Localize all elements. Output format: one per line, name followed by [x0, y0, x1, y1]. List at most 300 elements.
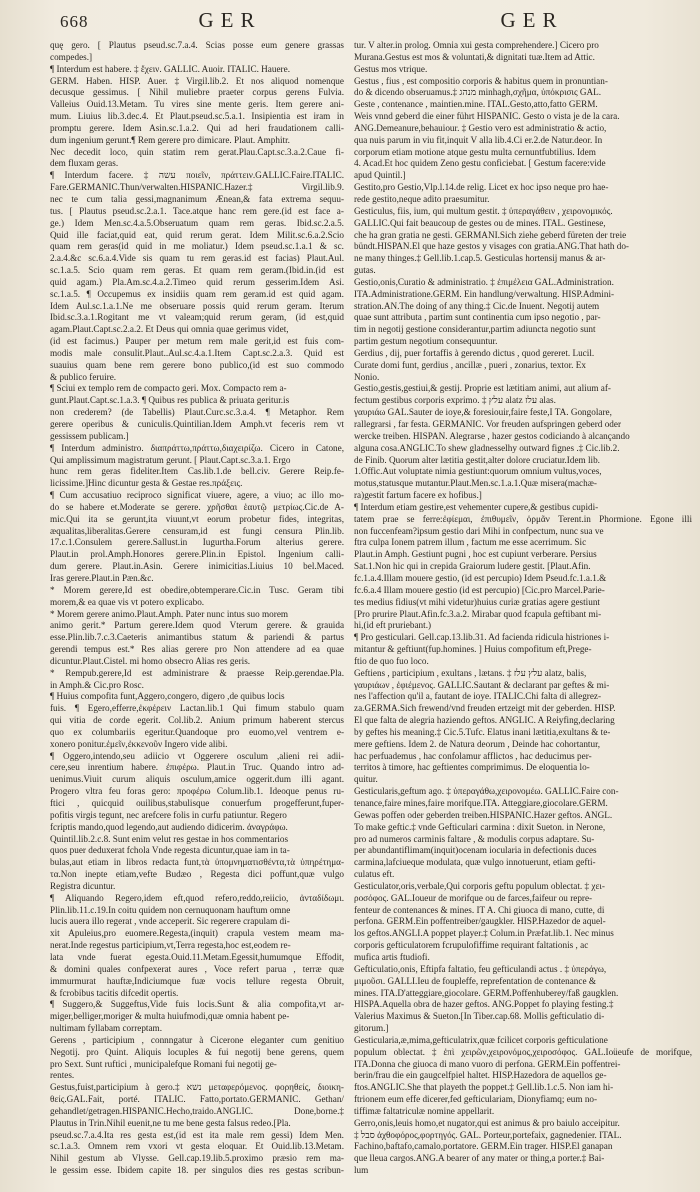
line-text: Murana.Gestus est mos & voluntati,& dignitati tuæ.Item ad Attic.: [354, 51, 595, 62]
left-column-line: [50, 87, 344, 99]
right-column-line: [354, 798, 692, 810]
left-column-line: [50, 1011, 344, 1023]
line-text: tur. V alter.in prolog. Omnia xui gesta comprehendere.] Cicero pro: [354, 40, 599, 50]
left-column-line: [50, 372, 344, 384]
line-text: ANG.Demeanure,behauiour. ‡ Gestio vero est administratio & actio,: [354, 122, 607, 133]
right-column-line: [354, 715, 692, 727]
line-text: in Amph.& Cic.pro Rosc.: [50, 679, 144, 690]
line-text: μιμοῦσι. GALLI.Ieu de foupleffe, reprefentation de contenance &: [354, 975, 596, 986]
right-column-line: [354, 573, 692, 585]
left-column-line: [50, 265, 344, 277]
line-text: agam.Plaut.Capt.sc.2.a.2. Et Deus qui omnia quae gerimus videt,: [50, 324, 289, 335]
left-column-line: [50, 1023, 344, 1035]
left-column-line: [50, 999, 344, 1011]
left-column-line: [50, 549, 344, 561]
line-text: Gestio,onis,Curatio & administratio. ‡ ἐπιμέλεια GAL.Administration.: [354, 276, 614, 287]
left-column-line: [50, 1035, 344, 1047]
line-text: tatem prae se ferre:ἐφίεμαι, ἐπιθυμεῖν, ὁρμᾶν Terent.in Phormione. Egone illi: [354, 513, 692, 524]
left-column-line: [50, 1130, 344, 1142]
line-text: Progero vltra feu foras gero: προφέρω Colum.lib.1. Ideoque penus ru-: [50, 786, 344, 797]
right-column-line: [354, 1118, 692, 1130]
line-text: tes medius fidius(vt mihi videtur)huius curiæ gratias agere gestiunt: [354, 596, 600, 607]
line-text: gerendi tempus est.* Res alias gerere pro Non attendere ad ea quae: [50, 644, 344, 655]
line-text: Nihil gestum ab Vlysse. Gell.cap.19.lib.5.proximo præsio rem ma-: [50, 1153, 344, 1164]
left-column-line: [50, 147, 344, 159]
right-column-line: [354, 1130, 692, 1142]
right-column-line: [354, 490, 692, 502]
left-column: [50, 40, 344, 1177]
right-column-line: [354, 1047, 692, 1059]
right-column-line: [354, 455, 692, 467]
line-text: Gerdius , dij, puer fortaffis à gerendo dictus , quod gereret. Lucil.: [354, 347, 595, 358]
left-column-line: [50, 952, 344, 964]
line-text: motus,statusque mutantur.Plaut.Men.sc.1.a.1.Quæ misera(machæ-: [354, 478, 597, 489]
line-text: stration.AN.The doing of any thing.‡ Cic.de Inuent. Negotij autem: [354, 300, 600, 311]
left-column-line: [50, 537, 344, 549]
right-column-line: [354, 1106, 692, 1118]
left-column-line: [50, 289, 344, 301]
line-text: Nec decedit loco, quin statim rem gerat.Plau.Capt.sc.3.a.2.Caue fi-: [50, 146, 344, 157]
line-text: ¶ Interdum facere. ‡ עשה ποιεῖν, πράττειν.GALLIC.Faire.ITALIC.: [50, 170, 344, 181]
line-text: Plin.lib.11.c.19.In coitu quidem non cernuquonam hauftum omne: [50, 904, 291, 915]
left-column-line: [50, 123, 344, 135]
line-text: mic.Qui ita se gerunt,ita viuunt,vt eorum probetur fides, integritas,: [50, 513, 344, 524]
line-text: γαυριάων , ἐφιέμενος. GALLIC.Sautant & declarant par geftes & mi-: [354, 679, 610, 690]
left-column-line: [50, 691, 344, 703]
left-column-line: [50, 940, 344, 952]
right-column-line: [354, 466, 692, 478]
right-column-line: [354, 774, 692, 786]
right-column-line: [354, 857, 692, 869]
line-text: ge.) Idem Men.sc.4.a.5.Obseruatum quam rem geras. Ibid.sc.2.a.5.: [50, 217, 344, 228]
right-column-line: [354, 324, 692, 336]
line-text: Gestito,pro Gestio,Vlp.l.14.de relig. Licet ex hoc ipso neque pro hae-: [354, 182, 609, 193]
right-column-line: [354, 786, 692, 798]
line-text: qui vitia de corde egerit. Col.lib.2. Anium primum haberent stercus: [50, 715, 344, 726]
right-column-line: [354, 40, 692, 52]
line-text: ¶ Aliquando Regero,idem eft,quod refero,reddo,reiicio, ἀνταδίδωμι.: [50, 892, 344, 903]
line-text: decusque gessimus. [ Nihil muliebre praeter corpus gerens Fulvia.: [50, 87, 344, 98]
right-column-line: [354, 348, 692, 360]
line-text: * Rempub.gerere,Id est administrare & praesse Reip.gerendae.Pla.: [50, 667, 344, 678]
right-column-line: [354, 182, 692, 194]
line-text: perfona. GERM.Ein poffentreiber/gaugkler. HISP.Hazedor de aquel-: [354, 916, 606, 927]
left-column-line: [50, 443, 344, 455]
left-column-line: [50, 301, 344, 313]
line-text: sc.1.a.5. Scio quam rem geras. Et quam rem geram.(Ibid.in.(id est: [50, 265, 344, 276]
line-text: [Pro prurire Plaut.Afin.fc.3.a.2. Mirabar quod fcapula geftibant mi-: [354, 608, 602, 619]
left-column-line: [50, 609, 344, 621]
line-text: hunc rem geras fideliter.Item Cas.lib.1.de bell.civ. Gerere Reip.fe-: [50, 466, 344, 477]
line-text: Nonio.: [354, 371, 380, 382]
line-text: by geftes his meaning.‡ Cic.5.Tufc. Elatus inani lætitia,exultans & te-: [354, 726, 611, 737]
line-text: compedes.]: [50, 51, 93, 62]
line-text: Gestus , fius , est compositio corporis & habitus quem in pronuntian-: [354, 75, 608, 86]
line-text: gehandlet/getragen.HISPANIC.Hecho,traido.ANGLIC. Done,borne.‡: [50, 1105, 344, 1116]
right-column-line: [354, 87, 692, 99]
line-text: xonero ponitur.ἐμεῖν,ἐκκενοῦν Ingero vide alibi.: [50, 738, 228, 749]
line-text: ¶ Interdum etiam gestire,est vehementer cupere,& gestibus cupidi-: [354, 501, 599, 512]
right-column-line: [354, 905, 692, 917]
right-column-line: [354, 478, 692, 490]
line-text: rentes.: [50, 1070, 75, 1081]
line-text: territos à timore, hac geftientes comprimimus. De eloquentia lo-: [354, 762, 590, 773]
right-column-line: [354, 372, 692, 384]
line-text: ¶ Interdum est habere. ‡ ἔχειν. GALLIC. Auoir. ITALIC. Hauere.: [50, 63, 290, 74]
left-column-line: [50, 324, 344, 336]
line-text: ftra culpa Ionem patrem illum , factum me esse acerrimum. Sic: [354, 537, 587, 548]
left-column-line: [50, 158, 344, 170]
line-text: Gestio,gestis,gestiui,& gestij. Proprie est lætitiam animi, aut alium af-: [354, 383, 611, 394]
left-column-line: [50, 1070, 344, 1082]
line-text: El que falta de alegria haziendo geftos. ANGLIC. A Reiyfing,declaring: [354, 715, 615, 726]
right-column-line: [354, 1165, 692, 1177]
right-column-line: [354, 691, 692, 703]
line-text: fc.6.a.4 Illam mouere gestio (id est percupio) [Cic.pro Marcel.Parie-: [354, 584, 605, 595]
line-text: 17.c.1.Consulem gerere.Sallust.in Iugurtha.Forum alterius gerere.: [50, 537, 344, 548]
line-text: tiffimæ faltatriculæ nomine appellarit.: [354, 1105, 495, 1116]
line-text: pofitis virgis tegunt, nec arefcere folis in curfu patiuntur. Regero: [50, 809, 287, 820]
right-column-line: [354, 336, 692, 348]
right-column-line: [354, 845, 692, 857]
line-text: quo ex columbariis egeritur.Quandoque pro euomo,vel ventrem e-: [50, 726, 344, 737]
line-text: 1.Offic.Aut voluptate nimia gestiunt:quorum omnium vultus,voces,: [354, 466, 602, 477]
line-text: bulas,aut etiam in libros redacta funt,τὰ ὑπομνηματισθέντα,τὰ ὑπηρέτημα-: [50, 857, 344, 868]
line-text: gessissem publicam.]: [50, 430, 129, 441]
left-column-line: [50, 383, 344, 395]
left-column-line: [50, 218, 344, 230]
line-text: Geste , contenance , maintien.mine. ITAL.Gesto,atto,fatto GERM.: [354, 99, 598, 110]
right-column-line: [354, 277, 692, 289]
line-text: rallegrarsi , far festa. GERMANIC. Vor freuden aufspringen geberd oder: [354, 419, 622, 429]
line-text: ftos.ANGLIC.She that playeth the poppet.‡ Gell.lib.1.c.5. Non iam hi-: [354, 1082, 614, 1093]
line-text: mum. Liuius lib.3.dec.4. Et Plaut.pseud.sc.5.a.1. Insipientia est iram in: [50, 111, 344, 122]
line-text: partim gestum negotium consequuntur.: [354, 336, 498, 347]
line-text: quae sunt attributa , partim sunt continentia cum ipso negotio , par-: [354, 312, 601, 323]
line-text: fenteur de contenances & mines. IT A. Chi giuoca di mano, cutte, di: [354, 904, 605, 915]
line-text: ¶ Cum accusatiuo reciproco significat viuere, agere, a viuo; ac illo mo-: [50, 490, 344, 501]
right-column-line: [354, 1141, 692, 1153]
line-text: Gesticulus, fiis, ium, qui multum gestit. ‡ ὑπεραγάθειν , χειρονομικός.: [354, 205, 613, 216]
left-column-line: [50, 1047, 344, 1059]
line-text: (id est facimus.) Pauper per metum rem male gerit,id est fuis com-: [50, 336, 344, 347]
left-column-line: [50, 455, 344, 467]
right-column: [354, 40, 692, 1177]
left-column-line: [50, 312, 344, 324]
line-text: Gefticulatio,onis, Eftipfa faltatio, feu gefticulandi actus . ‡ ὑπεράγω,: [354, 963, 607, 974]
line-text: gitorum.]: [354, 1023, 389, 1034]
left-column-line: [50, 644, 344, 656]
right-column-line: [354, 976, 692, 988]
left-column-line: [50, 834, 344, 846]
line-text: fectum gestibus corporis exprimo. ‡ עלץ alatz עלז alas.: [354, 395, 556, 406]
line-text: carmina,lafciueque modulata, quæ vulgo innotuerunt, etiam gefti-: [354, 857, 596, 868]
line-text: θείς.GAL.Fait, porté. ITALIC. Fatto,portato.GERMANIC. Gethan/: [50, 1094, 344, 1105]
line-text: corporum etiam motione atque gestu multa cernuntfubtilius. Idem: [354, 146, 596, 157]
line-text: za.GERMA.Sich frewend/vnd freuden ertzeigt mit der geberden. HISP.: [354, 703, 616, 714]
line-text: Curate domi funt, gerdius , ancillæ , pueri , zonarius, textor. Ex: [354, 359, 586, 370]
left-column-line: [50, 1118, 344, 1130]
right-column-line: [354, 834, 692, 846]
line-text: quam rem geras(id quid in me moliatur.) Idem pseud.sc.1.a.1 & sc.: [50, 241, 344, 252]
line-text: ¶ Pro gesticulari. Gell.cap.13.lib.31. Ad facienda ridicula histriones i-: [354, 632, 610, 643]
right-column-line: [354, 1153, 692, 1165]
right-column-line: [354, 194, 692, 206]
line-text: ra)gestit fartum facere ex hofibus.]: [354, 490, 482, 501]
line-text: do & dicendo obseruamus.‡ מנהג minhagh,σχῆμα, ὑπόκρισις GAL.: [354, 87, 602, 98]
right-column-line: [354, 301, 692, 313]
right-column-line: [354, 609, 692, 621]
line-text: Gewas poffen oder geberden treiben.HISPANIC.Hazer geftos. ANGL.: [354, 809, 613, 820]
right-column-line: [354, 881, 692, 893]
left-column-line: [50, 1094, 344, 1106]
line-text: fuis. ¶ Egero,efferre,ἐκφέρειν Lactan.lib.1 Qui fimum stabulo quam: [50, 703, 344, 714]
line-text: corporis gefticulatorem fcrupulofiffime requirant faltationis , ac: [354, 940, 589, 951]
line-text: Gestus mos vtrique.: [354, 63, 428, 74]
line-text: Valerius Maximus & Sueton.[In Tiber.cap.68. Mollis gefticulatio di-: [354, 1011, 605, 1022]
left-column-line: [50, 976, 344, 988]
right-column-line: [354, 1023, 692, 1035]
line-text: gunt.Plaut.Capt.sc.1.a.3. ¶ Quibus res publica & priuata geritur.is: [50, 395, 290, 406]
line-text: HISPA.Aquella obra de hazer geftos. ANG.Poppet fo playing festing.‡: [354, 999, 614, 1010]
line-text: Sat.1.Non hic qui in crepida Graiorum ludere gestit. [Plaut.Afin.: [354, 561, 591, 572]
right-column-line: [354, 147, 692, 159]
left-column-line: [50, 857, 344, 869]
line-text: alguna cosa.ANGLIC.To shew gladnesselhy outward fignes .‡ Cic.lib.2.: [354, 442, 620, 453]
line-text: de Finib. Quorum alter lætitia gestit,alter dolore cruciatur.Idem lib.: [354, 454, 600, 465]
left-column-line: [50, 1106, 344, 1118]
line-text: Qui amplissimum magistratum gerunt. [ Plaut.Capt.sc.3.a.1. Ergo: [50, 454, 291, 465]
line-text: 4. Acad.Et hoc quidem Zeno gestu conficiebat. [ Gestum facere:vide: [354, 158, 606, 169]
line-text: quos puer deduxerat fchola Vnde regesta dicuntur,quae iam in ta-: [50, 845, 290, 856]
line-text: gutas.: [354, 265, 376, 276]
line-text: dicuntur.Plaut.Cistel. mi homo obsecro Alias res geris.: [50, 655, 251, 666]
line-text: ροσόφος. GAL.Ioueur de morifque ou de farces,faifeur ou repre-: [354, 892, 593, 903]
left-column-line: [50, 715, 344, 727]
line-text: Gesticularia,æ,mima,gefticulatrix,quæ fcilicet corporis gefticulatione: [354, 1034, 608, 1045]
right-column-line: [354, 597, 692, 609]
line-text: cere,seu inrentium habere. ἐπιφέρω. Plaut.in Truc. Quando intro ad-: [50, 762, 344, 773]
left-column-line: [50, 526, 344, 538]
left-column-line: [50, 407, 344, 419]
left-column-line: [50, 798, 344, 810]
right-column-line: [354, 218, 692, 230]
right-column-line: [354, 762, 692, 774]
right-column-line: [354, 1059, 692, 1071]
right-column-line: [354, 135, 692, 147]
line-text: mines. ITA.D'atteggiare,giocolare. GERM.Poffenhuberey/faß gaugklen.: [354, 987, 619, 998]
left-column-line: [50, 253, 344, 265]
left-column-line: [50, 1153, 344, 1165]
line-text: Gerens , participium , connngatur à Cicerone eleganter cum genitiuo: [50, 1034, 344, 1045]
left-column-line: [50, 822, 344, 834]
right-column-line: [354, 1082, 692, 1094]
line-text: lucis auera illo regerat , vnde acceperit. Sic regerere crapulam di-: [50, 916, 290, 927]
left-column-line: [50, 751, 344, 763]
right-column-line: [354, 632, 692, 644]
left-column-line: [50, 656, 344, 668]
line-text: ¶ Huius compofita funt,Aggero,congero, digero ,de quibus locis: [50, 691, 285, 702]
line-text: tim in negotij gestione considerantur,partim adiuncta negotio sunt: [354, 324, 596, 335]
line-text: mere geftiens. Idem 2. de Natura deorum , Deinde hac cohortantur,: [354, 738, 601, 749]
left-column-line: [50, 360, 344, 372]
line-text: promptu gerere. Idem Asin.sc.1.a.2. Qui ad heri fraudationem calli-: [50, 122, 344, 133]
line-text: berin/frau die ein gaugcelfpiel haltet. HISP.Hazedora de aquellos ge-: [354, 1070, 607, 1081]
right-column-line: [354, 869, 692, 881]
right-column-line: [354, 668, 692, 680]
left-column-line: [50, 241, 344, 253]
line-text: Registra dicuntur.: [50, 880, 116, 891]
right-column-line: [354, 99, 692, 111]
left-column-line: [50, 466, 344, 478]
line-text: τα.Non inepte etiam,vefte Budæo , Regesta dici poffunt,quæ vulgo: [50, 869, 344, 880]
line-text: modis male consulit.Plaut..Aul.sc.4.a.1.Item Capt.sc.2.a.3. Quid est: [50, 347, 344, 358]
line-text: do se habere et.Moderate se gerere. χρῆσθαι ἑαυτῷ μετρίως.Cic.de A-: [50, 501, 344, 512]
left-column-line: [50, 620, 344, 632]
right-column-line: [354, 502, 692, 514]
left-column-line: [50, 680, 344, 692]
line-text: fcriptis mando,quod legendo,aut audiendo didicerim. ἀναγράφω.: [50, 821, 288, 832]
line-text: 2.a.4.&c sc.6.a.4.Vide sis quam tu rem geras.id est facias) Plaut.Aul.: [50, 253, 344, 264]
line-text: xit Apuleius,pro euomere.Regesta,(inquit) crapula vestem meam ma-: [50, 928, 344, 939]
line-text: pro Sext. Sunt ruftici , municipalefque Romani fui negotij ge-: [50, 1058, 277, 1069]
line-text: ITA.Administratione.GERM. Ein handlung/verwaltung. HISP.Admini-: [354, 288, 615, 299]
right-column-line: [354, 964, 692, 976]
left-column-line: [50, 1059, 344, 1071]
right-column-line: [354, 1035, 692, 1047]
line-text: fc.1.a.4.Illam mouere gestio, (id est percupio) Idem Pseud.fc.1.a.1.&: [354, 572, 607, 583]
right-column-line: [354, 419, 692, 431]
line-text: ftio de quo fuo loco.: [354, 655, 429, 666]
right-column-line: [354, 64, 692, 76]
line-text: miger,belliger,moriger & multa huiufmodi,quæ omnia habent pe-: [50, 1011, 290, 1022]
left-column-line: [50, 845, 344, 857]
line-text: æqualitas,liberalitas.Gerere censuram,id est fungi censura Plin.lib.: [50, 525, 344, 536]
line-text: & domini quales confpexerat aures , Voce refert parua , terræ quæ: [50, 963, 344, 974]
right-column-line: [354, 739, 692, 751]
right-column-line: [354, 537, 692, 549]
right-column-line: [354, 253, 692, 265]
right-column-line: [354, 123, 692, 135]
left-column-line: [50, 502, 344, 514]
line-text: le gessim esse. Ibidem capite 18. per singulos dies res gestas scribun-: [50, 1165, 344, 1176]
left-column-line: [50, 1082, 344, 1094]
right-column-line: [354, 822, 692, 834]
line-text: sc.1.a.5. ¶ Occupemus ex insidiis quam rem geram.id est quid agam.: [50, 288, 344, 299]
left-column-line: [50, 431, 344, 443]
left-column-line: [50, 668, 344, 680]
line-text: licissime.]Hinc dicuntur gesta & Gestae res.πράξεις.: [50, 478, 243, 489]
right-column-line: [354, 76, 692, 88]
line-text: non crederem? (de Tabellis) Plaut.Curc.sc.3.a.4. ¶ Metaphor. Rem: [50, 407, 344, 418]
line-text: ¶ Suggero,& Suggeftus,Vide fuis locis.Sunt & alia compofita,vt ar-: [50, 999, 344, 1010]
left-column-line: [50, 905, 344, 917]
left-column-line: [50, 774, 344, 786]
line-text: To make geftic.‡ vnde Gefticulari carmina : dixit Sueton. in Nerone,: [354, 821, 606, 832]
left-column-line: [50, 1165, 344, 1177]
right-column-line: [354, 893, 692, 905]
line-text: Fachino,baftafo,camalo,portatore. GERM.Ein trager. HISP.El ganapan: [354, 1141, 613, 1152]
line-text: uenimus.Viuit curum aliquis osculum,amice oggerit.dum illi agant.: [50, 774, 344, 785]
right-column-line: [354, 549, 692, 561]
line-text: pro ad numeros carminis faltare , & modulis corpus adaptare. Su-: [354, 833, 595, 844]
line-text: Fare.GERMANIC.Thun/verwalten.HISPANIC.Hazer.‡ Virgil.lib.9.: [50, 182, 344, 193]
left-column-line: [50, 170, 344, 182]
line-text: che ha gran gratia ne gesti. GERMANI.Sich ziehe geberd füreten der treie: [354, 229, 627, 240]
line-text: lata vnde fuerat egesta.Ouid.11.Metam.Egessit,humumque Effodit,: [50, 951, 344, 962]
line-text: hac perfuademus , hac confolamur afflictos , hac deducimus per-: [354, 750, 592, 761]
right-column-line: [354, 928, 692, 940]
line-text: bündt.HISPAN.El que haze gestos y visages con gratia.ANG.That hath do-: [354, 241, 629, 252]
left-column-line: [50, 727, 344, 739]
left-column-line: [50, 703, 344, 715]
left-column-line: [50, 632, 344, 644]
line-text: suauius quam bene rem gerere bono publico,(id est suo commodo: [50, 359, 344, 370]
left-column-line: [50, 964, 344, 976]
right-column-line: [354, 999, 692, 1011]
line-text: * Morem gerere,Id est obedire,obtemperare.Cic.in Tusc. Geram tibi: [50, 584, 344, 595]
left-column-line: [50, 561, 344, 573]
right-column-line: [354, 206, 692, 218]
line-text: nultimam fyllabam correptam.: [50, 1023, 162, 1034]
left-column-line: [50, 52, 344, 64]
line-text: que lleua cargos.ANG.A bearer of any mater or thing,a porter.‡ Bai-: [354, 1153, 605, 1164]
left-column-line: [50, 869, 344, 881]
line-text: morem,& ea quae vis vt potero explicabo.: [50, 596, 205, 607]
right-column-line: [354, 289, 692, 301]
line-text: γαυριάω GAL.Sauter de ioye,& foresiouir,faire feste,I TA. Gongolare,: [354, 407, 612, 418]
right-column-line: [354, 656, 692, 668]
line-text: quę gero. [ Plautus pseud.sc.7.a.4. Scias posse eum genere grassas: [50, 40, 344, 50]
line-text: nes l'affection qu'il a, fautant de ioye. ITALIC.Chi falta di allegrez-: [354, 691, 602, 702]
right-column-line: [354, 265, 692, 277]
line-text: Plaut.in prol.Amph.Honores gerere.Plin.in Epistol. Ingenium calli-: [50, 549, 344, 560]
left-column-line: [50, 1141, 344, 1153]
right-column-line: [354, 158, 692, 170]
right-column-line: [354, 360, 692, 372]
line-text: populum oblectat. ‡ ἐπὶ χειρῶν,χειρονόμος,χειροσόφος. GAL.Ioüeufe de morifque,: [354, 1046, 692, 1057]
left-column-line: [50, 76, 344, 88]
left-column-line: [50, 786, 344, 798]
right-column-line: [354, 395, 692, 407]
right-column-line: [354, 170, 692, 182]
line-text: mufica artis ftudiofi.: [354, 951, 430, 962]
right-column-line: [354, 52, 692, 64]
line-text: pseud.sc.7.a.4.Ita res gesta est,(id est ita male rem gessi) Idem Men.: [50, 1129, 344, 1140]
left-column-line: [50, 64, 344, 76]
left-column-line: [50, 99, 344, 111]
line-text: qua nuis parum in viu fit,inquit V alla lib.4.Ci er.2.de Natur.deor. In: [354, 134, 603, 145]
line-text: ITA.Donna che giuoca di mano vuoro di perfona. GERM.Ein poffentrei-: [354, 1058, 621, 1069]
left-column-line: [50, 916, 344, 928]
left-column-line: [50, 928, 344, 940]
left-column-line: [50, 40, 344, 52]
line-text: dum gerere. Plaut.in.Asin. Gerere inimicitias.Liuius 10 bel.Maced.: [50, 561, 344, 572]
line-text: los geftos.ANGLI.A poppet player.‡ Colum.in Præfat.lib.1. Nec minus: [354, 928, 614, 939]
right-column-line: [354, 751, 692, 763]
left-column-line: [50, 762, 344, 774]
line-text: Gerro,onis,leuis homo,et nugator,qui est animus & pro baiulo acceipitur.: [354, 1117, 620, 1128]
line-text: per abundantiflimam(inquit)ocenam iocularia in defectionis duces: [354, 845, 597, 856]
left-column-line: [50, 573, 344, 585]
line-text: GERM. Haben. HISP. Auer. ‡ Virgil.lib.2. Et nos aliquod nomenque: [50, 75, 344, 86]
line-text: nec te cum talia gessi,magnanimum Ænean,& fata extrema sequu-: [50, 193, 344, 204]
right-column-line: [354, 312, 692, 324]
right-column-line: [354, 703, 692, 715]
left-column-line: [50, 395, 344, 407]
right-column-line: [354, 1070, 692, 1082]
line-text: ¶ Sciui ex templo rem de compacto geri. Mox. Compacto rem a-: [50, 383, 287, 394]
